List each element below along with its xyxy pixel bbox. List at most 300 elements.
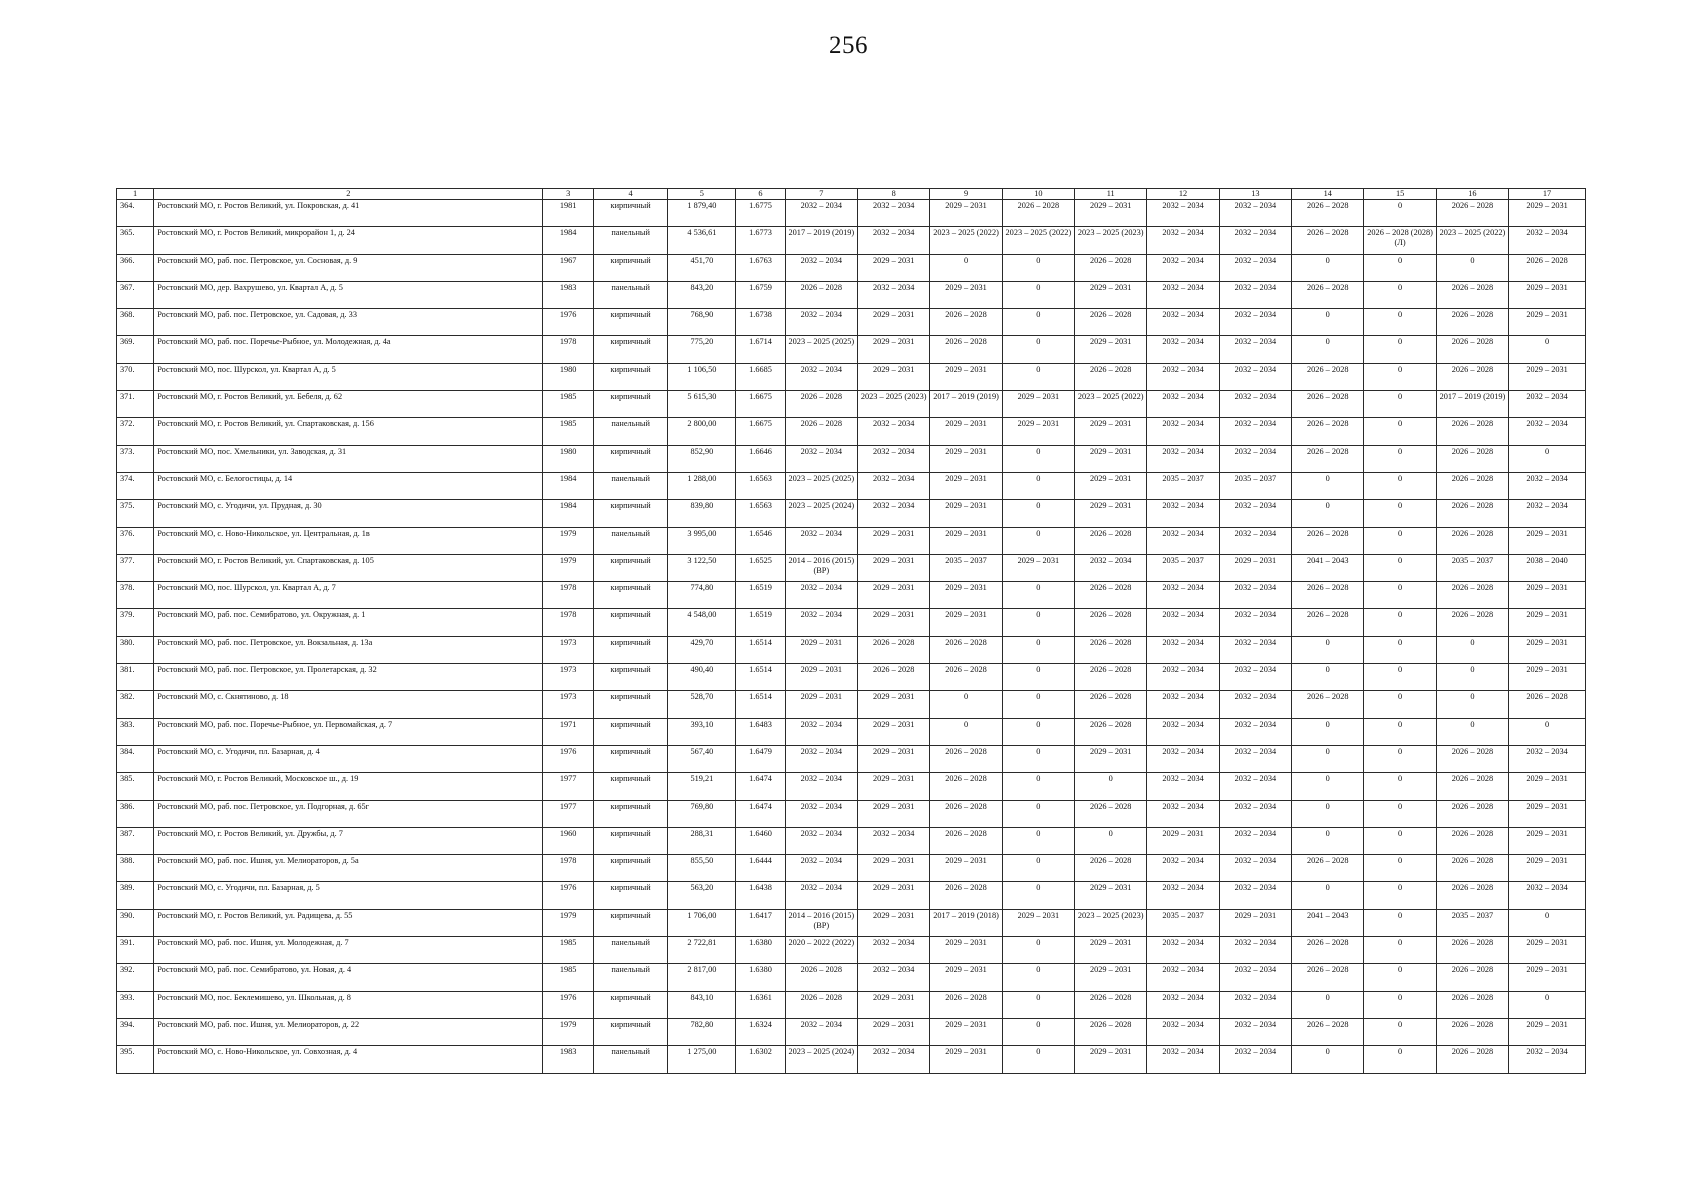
- table-row: [117, 309, 1586, 336]
- table-cell: 1.6525: [736, 554, 785, 581]
- table-cell: 2032 – 2034: [858, 472, 930, 499]
- table-cell: 0: [1364, 909, 1436, 936]
- table-cell: 1.6438: [736, 882, 785, 909]
- table-row: [117, 445, 1586, 472]
- table-cell: 0: [1292, 636, 1364, 663]
- table-cell: 2026 – 2028: [1436, 827, 1508, 854]
- table-cell: 2026 – 2028: [1075, 363, 1147, 390]
- table-cell: 0: [1364, 609, 1436, 636]
- table-cell: 1976: [543, 309, 593, 336]
- address-cell: Ростовский МО, раб. пос. Поречье-Рыбное, ул. Молодежная, д. 4а: [154, 336, 543, 363]
- table-cell: 2032 – 2034: [1147, 1018, 1219, 1045]
- table-cell: 0: [1364, 254, 1436, 281]
- table-cell: 0: [1364, 855, 1436, 882]
- column-header-8: 8: [858, 189, 930, 200]
- row-number-cell: 379.: [117, 609, 154, 636]
- table-cell: 2026 – 2028: [1436, 937, 1508, 964]
- table-cell: 1.6483: [736, 718, 785, 745]
- table-cell: 2029 – 2031: [785, 664, 857, 691]
- table-cell: 2032 – 2034: [1219, 855, 1291, 882]
- table-cell: 2029 – 2031: [1002, 909, 1074, 936]
- table-cell: 2 722,81: [668, 937, 736, 964]
- table-cell: 2032 – 2034: [785, 773, 857, 800]
- table-cell: кирпичный: [593, 445, 668, 472]
- table-cell: 1.6714: [736, 336, 785, 363]
- table-cell: панельный: [593, 937, 668, 964]
- row-number-cell: 386.: [117, 800, 154, 827]
- table-cell: 2026 – 2028: [930, 336, 1002, 363]
- table-cell: 782,80: [668, 1018, 736, 1045]
- table-cell: 2026 – 2028: [1436, 500, 1508, 527]
- table-cell: 2032 – 2034: [785, 582, 857, 609]
- table-cell: 2023 – 2025 (2024): [785, 1046, 857, 1073]
- table-cell: 0: [1002, 855, 1074, 882]
- row-number-cell: 375.: [117, 500, 154, 527]
- table-cell: 2026 – 2028: [785, 964, 857, 991]
- table-cell: 2029 – 2031: [1509, 281, 1586, 308]
- row-number-cell: 378.: [117, 582, 154, 609]
- table-cell: 2026 – 2028: [1292, 391, 1364, 418]
- table-cell: 2032 – 2034: [1509, 745, 1586, 772]
- table-row: [117, 773, 1586, 800]
- address-cell: Ростовский МО, раб. пос. Петровское, ул. Пролетарская, д. 32: [154, 664, 543, 691]
- address-cell: Ростовский МО, с. Угодичи, пл. Базарная, д. 5: [154, 882, 543, 909]
- row-number-cell: 365.: [117, 227, 154, 254]
- table-cell: кирпичный: [593, 909, 668, 936]
- table-cell: 0: [1002, 800, 1074, 827]
- table-cell: 0: [1364, 773, 1436, 800]
- table-cell: 2032 – 2034: [1219, 800, 1291, 827]
- table-cell: 2029 – 2031: [858, 855, 930, 882]
- table-cell: 2029 – 2031: [930, 500, 1002, 527]
- table-cell: 1984: [543, 500, 593, 527]
- table-cell: 2035 – 2037: [1436, 909, 1508, 936]
- table-cell: 1.6546: [736, 527, 785, 554]
- table-cell: 1973: [543, 691, 593, 718]
- table-cell: кирпичный: [593, 500, 668, 527]
- table-row: [117, 281, 1586, 308]
- column-header-6: 6: [736, 189, 785, 200]
- table-cell: 2032 – 2034: [1219, 1018, 1291, 1045]
- table-cell: 1 879,40: [668, 200, 736, 227]
- table-cell: 2029 – 2031: [1509, 582, 1586, 609]
- address-cell: Ростовский МО, г. Ростов Великий, ул. Покровская, д. 41: [154, 200, 543, 227]
- table-cell: 2026 – 2028: [1436, 1046, 1508, 1073]
- table-row: [117, 745, 1586, 772]
- table-cell: 0: [1364, 363, 1436, 390]
- table-cell: 2032 – 2034: [1147, 855, 1219, 882]
- table-cell: кирпичный: [593, 827, 668, 854]
- table-cell: 2029 – 2031: [785, 636, 857, 663]
- table-cell: кирпичный: [593, 718, 668, 745]
- table-cell: 2014 – 2016 (2015) (ВР): [785, 909, 857, 936]
- table-cell: 2029 – 2031: [930, 582, 1002, 609]
- row-number-cell: 387.: [117, 827, 154, 854]
- table-cell: 2032 – 2034: [1219, 964, 1291, 991]
- table-cell: 1.6759: [736, 281, 785, 308]
- table-cell: 2032 – 2034: [1147, 227, 1219, 254]
- table-cell: 0: [1002, 937, 1074, 964]
- row-number-cell: 380.: [117, 636, 154, 663]
- table-cell: 2029 – 2031: [930, 527, 1002, 554]
- table-cell: 2026 – 2028: [930, 800, 1002, 827]
- table-cell: 0: [1292, 472, 1364, 499]
- table-row: [117, 254, 1586, 281]
- row-number-cell: 370.: [117, 363, 154, 390]
- table-cell: 2026 – 2028: [1436, 363, 1508, 390]
- table-body: [117, 200, 1586, 1074]
- address-cell: Ростовский МО, раб. пос. Ишня, ул. Мелиораторов, д. 22: [154, 1018, 543, 1045]
- address-cell: Ростовский МО, пос. Шурскол, ул. Квартал А, д. 7: [154, 582, 543, 609]
- table-cell: 1.6563: [736, 472, 785, 499]
- table-cell: 2032 – 2034: [1147, 691, 1219, 718]
- table-cell: 0: [1292, 745, 1364, 772]
- table-cell: кирпичный: [593, 991, 668, 1018]
- table-cell: 2032 – 2034: [1147, 1046, 1219, 1073]
- table-cell: 2026 – 2028: [1075, 991, 1147, 1018]
- table-cell: 0: [1364, 882, 1436, 909]
- table-cell: 0: [1364, 500, 1436, 527]
- table-cell: 2032 – 2034: [1219, 991, 1291, 1018]
- table-cell: 2032 – 2034: [1147, 500, 1219, 527]
- table-cell: 2026 – 2028: [1436, 1018, 1508, 1045]
- column-header-16: 16: [1436, 189, 1508, 200]
- table-cell: 0: [1292, 827, 1364, 854]
- table-cell: 1.6675: [736, 418, 785, 445]
- table-cell: 2026 – 2028: [1292, 609, 1364, 636]
- table-cell: 0: [1364, 1018, 1436, 1045]
- address-cell: Ростовский МО, раб. пос. Ишня, ул. Молодежная, д. 7: [154, 937, 543, 964]
- table-cell: 2029 – 2031: [1002, 418, 1074, 445]
- table-cell: 2032 – 2034: [1509, 472, 1586, 499]
- row-number-cell: 371.: [117, 391, 154, 418]
- table-cell: 2032 – 2034: [785, 1018, 857, 1045]
- row-number-cell: 368.: [117, 309, 154, 336]
- table-cell: 2026 – 2028: [1292, 1018, 1364, 1045]
- table-cell: панельный: [593, 418, 668, 445]
- table-cell: 2032 – 2034: [858, 445, 930, 472]
- table-cell: 2026 – 2028: [1509, 254, 1586, 281]
- table-cell: 2026 – 2028: [1292, 937, 1364, 964]
- table-cell: 1.6417: [736, 909, 785, 936]
- table-cell: 0: [1364, 281, 1436, 308]
- table-cell: 2026 – 2028: [1436, 745, 1508, 772]
- table-cell: 1984: [543, 227, 593, 254]
- table-cell: 2023 – 2025 (2025): [785, 472, 857, 499]
- table-row: [117, 472, 1586, 499]
- address-cell: Ростовский МО, с. Угодичи, пл. Базарная, д. 4: [154, 745, 543, 772]
- table-cell: 2029 – 2031: [1147, 827, 1219, 854]
- table-cell: 2032 – 2034: [785, 800, 857, 827]
- address-cell: Ростовский МО, раб. пос. Семибратово, ул. Окружная, д. 1: [154, 609, 543, 636]
- table-cell: 0: [1002, 336, 1074, 363]
- table-cell: 1973: [543, 664, 593, 691]
- table-cell: 2032 – 2034: [1147, 745, 1219, 772]
- table-cell: 2029 – 2031: [1075, 472, 1147, 499]
- table-cell: 0: [1292, 664, 1364, 691]
- address-cell: Ростовский МО, г. Ростов Великий, ул. Спартаковская, д. 105: [154, 554, 543, 581]
- table-cell: панельный: [593, 964, 668, 991]
- column-header-5: 5: [668, 189, 736, 200]
- table-cell: 2026 – 2028: [1075, 718, 1147, 745]
- table-cell: 2026 – 2028: [1436, 991, 1508, 1018]
- table-cell: 2032 – 2034: [1147, 254, 1219, 281]
- table-cell: 1.6773: [736, 227, 785, 254]
- table-cell: 2032 – 2034: [1147, 773, 1219, 800]
- table-cell: кирпичный: [593, 882, 668, 909]
- row-number-cell: 384.: [117, 745, 154, 772]
- table-cell: 1976: [543, 991, 593, 1018]
- table-cell: 2032 – 2034: [1219, 445, 1291, 472]
- table-row: [117, 1046, 1586, 1073]
- column-header-14: 14: [1292, 189, 1364, 200]
- row-number-cell: 385.: [117, 773, 154, 800]
- table-cell: 1.6514: [736, 691, 785, 718]
- table-cell: 2026 – 2028: [1075, 636, 1147, 663]
- table-cell: 0: [1436, 254, 1508, 281]
- address-cell: Ростовский МО, с. Ново-Никольское, ул. Совхозная, д. 4: [154, 1046, 543, 1073]
- table-cell: панельный: [593, 227, 668, 254]
- table-cell: 2032 – 2034: [785, 309, 857, 336]
- table-cell: 1 288,00: [668, 472, 736, 499]
- table-cell: кирпичный: [593, 336, 668, 363]
- table-cell: 1985: [543, 391, 593, 418]
- table-cell: 2026 – 2028: [1436, 609, 1508, 636]
- table-cell: 2026 – 2028: [930, 309, 1002, 336]
- table-cell: 1978: [543, 336, 593, 363]
- table-cell: 2032 – 2034: [1509, 227, 1586, 254]
- table-cell: 2032 – 2034: [1219, 336, 1291, 363]
- table-cell: 0: [1364, 827, 1436, 854]
- table-cell: кирпичный: [593, 363, 668, 390]
- table-cell: 0: [1292, 800, 1364, 827]
- table-cell: 2029 – 2031: [1509, 363, 1586, 390]
- row-number-cell: 373.: [117, 445, 154, 472]
- table-cell: 2035 – 2037: [930, 554, 1002, 581]
- table-cell: 0: [1292, 336, 1364, 363]
- table-cell: 2026 – 2028: [1292, 227, 1364, 254]
- table-cell: 1.6738: [736, 309, 785, 336]
- table-row: [117, 964, 1586, 991]
- table-cell: 2032 – 2034: [1147, 418, 1219, 445]
- table-cell: 2032 – 2034: [858, 227, 930, 254]
- table-cell: 0: [1002, 664, 1074, 691]
- table-cell: 2029 – 2031: [930, 418, 1002, 445]
- table-cell: 2032 – 2034: [1219, 527, 1291, 554]
- table-cell: 2026 – 2028: [930, 664, 1002, 691]
- table-cell: 2029 – 2031: [1509, 855, 1586, 882]
- table-cell: 1976: [543, 745, 593, 772]
- column-header-12: 12: [1147, 189, 1219, 200]
- table-cell: 2032 – 2034: [1509, 418, 1586, 445]
- table-cell: 775,20: [668, 336, 736, 363]
- table-cell: кирпичный: [593, 200, 668, 227]
- table-cell: 0: [1364, 691, 1436, 718]
- table-cell: 2032 – 2034: [1147, 363, 1219, 390]
- table-cell: 2026 – 2028: [1292, 281, 1364, 308]
- table-cell: 2035 – 2037: [1147, 909, 1219, 936]
- table-cell: 0: [1364, 391, 1436, 418]
- table-cell: 2026 – 2028: [1436, 800, 1508, 827]
- table-cell: 2032 – 2034: [1147, 882, 1219, 909]
- table-cell: 0: [1002, 991, 1074, 1018]
- address-cell: Ростовский МО, раб. пос. Семибратово, ул. Новая, д. 4: [154, 964, 543, 991]
- table-cell: 393,10: [668, 718, 736, 745]
- table-cell: 1979: [543, 554, 593, 581]
- table-cell: 2029 – 2031: [858, 336, 930, 363]
- table-cell: 2029 – 2031: [930, 1046, 1002, 1073]
- table-cell: 1979: [543, 1018, 593, 1045]
- table-cell: 2023 – 2025 (2022): [1075, 391, 1147, 418]
- table-cell: 2026 – 2028: [858, 664, 930, 691]
- row-number-cell: 394.: [117, 1018, 154, 1045]
- table-cell: 1977: [543, 773, 593, 800]
- table-cell: 2032 – 2034: [1147, 582, 1219, 609]
- table-cell: 0: [1002, 718, 1074, 745]
- table-cell: 1.6361: [736, 991, 785, 1018]
- table-cell: 2035 – 2037: [1219, 472, 1291, 499]
- table-cell: 1978: [543, 582, 593, 609]
- table-cell: 0: [1292, 991, 1364, 1018]
- table-cell: кирпичный: [593, 609, 668, 636]
- address-cell: Ростовский МО, раб. пос. Поречье-Рыбное, ул. Первомайская, д. 7: [154, 718, 543, 745]
- table-cell: 2032 – 2034: [1219, 582, 1291, 609]
- table-cell: 2032 – 2034: [858, 937, 930, 964]
- table-cell: 0: [1364, 336, 1436, 363]
- table-cell: 0: [1364, 964, 1436, 991]
- table-cell: 2032 – 2034: [785, 609, 857, 636]
- table-cell: 0: [930, 718, 1002, 745]
- table-cell: 2032 – 2034: [1219, 363, 1291, 390]
- table-cell: 2026 – 2028: [930, 827, 1002, 854]
- table-cell: 1977: [543, 800, 593, 827]
- table-cell: 0: [1364, 991, 1436, 1018]
- column-header-3: 3: [543, 189, 593, 200]
- table-cell: 2032 – 2034: [1219, 281, 1291, 308]
- table-cell: 2029 – 2031: [930, 937, 1002, 964]
- table-cell: 2026 – 2028: [930, 773, 1002, 800]
- table-cell: 2038 – 2040: [1509, 554, 1586, 581]
- table-cell: 2032 – 2034: [1219, 227, 1291, 254]
- table-cell: 0: [1364, 745, 1436, 772]
- table-cell: 2032 – 2034: [1219, 391, 1291, 418]
- table-cell: 519,21: [668, 773, 736, 800]
- table-cell: 0: [1002, 773, 1074, 800]
- table-cell: 1980: [543, 363, 593, 390]
- table-cell: 1979: [543, 909, 593, 936]
- table-cell: 1 275,00: [668, 1046, 736, 1073]
- table-cell: 2032 – 2034: [858, 827, 930, 854]
- table-cell: 2032 – 2034: [785, 200, 857, 227]
- table-cell: 1.6563: [736, 500, 785, 527]
- table-cell: 2032 – 2034: [1219, 718, 1291, 745]
- table-cell: кирпичный: [593, 309, 668, 336]
- table-row: [117, 391, 1586, 418]
- table-cell: 774,80: [668, 582, 736, 609]
- table-row: [117, 418, 1586, 445]
- table-cell: 0: [1292, 718, 1364, 745]
- table-cell: кирпичный: [593, 1018, 668, 1045]
- table-cell: 2026 – 2028: [785, 991, 857, 1018]
- table-cell: 2032 – 2034: [1219, 745, 1291, 772]
- table-cell: кирпичный: [593, 773, 668, 800]
- table-cell: 0: [1002, 691, 1074, 718]
- table-cell: 2029 – 2031: [1509, 773, 1586, 800]
- table-row: [117, 336, 1586, 363]
- table-cell: 2032 – 2034: [1147, 636, 1219, 663]
- table-cell: 2029 – 2031: [858, 527, 930, 554]
- table-cell: кирпичный: [593, 554, 668, 581]
- row-number-cell: 383.: [117, 718, 154, 745]
- table-cell: 2023 – 2025 (2022): [930, 227, 1002, 254]
- table-cell: 0: [1509, 718, 1586, 745]
- table-cell: 2032 – 2034: [1219, 636, 1291, 663]
- table-cell: 2029 – 2031: [1002, 391, 1074, 418]
- table-cell: 1.6474: [736, 773, 785, 800]
- row-number-cell: 364.: [117, 200, 154, 227]
- table-cell: 0: [1002, 363, 1074, 390]
- table-cell: 0: [1436, 691, 1508, 718]
- table-cell: 2029 – 2031: [858, 1018, 930, 1045]
- table-cell: 0: [1364, 445, 1436, 472]
- address-cell: Ростовский МО, с. Ново-Никольское, ул. Центральная, д. 1в: [154, 527, 543, 554]
- table-cell: 2032 – 2034: [1219, 1046, 1291, 1073]
- table-cell: кирпичный: [593, 636, 668, 663]
- table-cell: 1.6460: [736, 827, 785, 854]
- table-cell: 1.6519: [736, 609, 785, 636]
- table-cell: 2041 – 2043: [1292, 909, 1364, 936]
- address-cell: Ростовский МО, раб. пос. Петровское, ул. Садовая, д. 33: [154, 309, 543, 336]
- table-cell: кирпичный: [593, 582, 668, 609]
- table-cell: 2029 – 2031: [930, 964, 1002, 991]
- table-cell: 2029 – 2031: [1509, 527, 1586, 554]
- table-cell: 2026 – 2028: [1075, 609, 1147, 636]
- table-cell: 2026 – 2028: [1509, 691, 1586, 718]
- table-cell: 2029 – 2031: [1509, 664, 1586, 691]
- table-cell: 2032 – 2034: [858, 964, 930, 991]
- table-row: [117, 855, 1586, 882]
- table-cell: 2026 – 2028: [1075, 664, 1147, 691]
- table-cell: 2032 – 2034: [1147, 391, 1219, 418]
- table-cell: 2032 – 2034: [1147, 664, 1219, 691]
- table-cell: 2029 – 2031: [1075, 964, 1147, 991]
- column-header-1: 1: [117, 189, 154, 200]
- table-row: [117, 909, 1586, 936]
- housing-registry-table: [116, 188, 1586, 1074]
- table-cell: 2026 – 2028: [1436, 200, 1508, 227]
- table-cell: 0: [1002, 582, 1074, 609]
- table-cell: 2029 – 2031: [1075, 418, 1147, 445]
- table-cell: 2029 – 2031: [930, 200, 1002, 227]
- row-number-cell: 390.: [117, 909, 154, 936]
- table-cell: 0: [1509, 909, 1586, 936]
- table-cell: 2029 – 2031: [858, 554, 930, 581]
- table-cell: 2029 – 2031: [858, 718, 930, 745]
- row-number-cell: 391.: [117, 937, 154, 964]
- table-cell: 2032 – 2034: [1147, 964, 1219, 991]
- table-cell: 2032 – 2034: [785, 745, 857, 772]
- address-cell: Ростовский МО, г. Ростов Великий, ул. Радищева, д. 55: [154, 909, 543, 936]
- table-cell: 2026 – 2028: [1292, 691, 1364, 718]
- address-cell: Ростовский МО, пос. Беклемишево, ул. Школьная, д. 8: [154, 991, 543, 1018]
- row-number-cell: 388.: [117, 855, 154, 882]
- table-header-row: [117, 189, 1586, 200]
- table-cell: 2032 – 2034: [1147, 800, 1219, 827]
- table-cell: 2029 – 2031: [1075, 1046, 1147, 1073]
- table-cell: 0: [1436, 718, 1508, 745]
- table-cell: 0: [1002, 636, 1074, 663]
- table-cell: 2032 – 2034: [1147, 336, 1219, 363]
